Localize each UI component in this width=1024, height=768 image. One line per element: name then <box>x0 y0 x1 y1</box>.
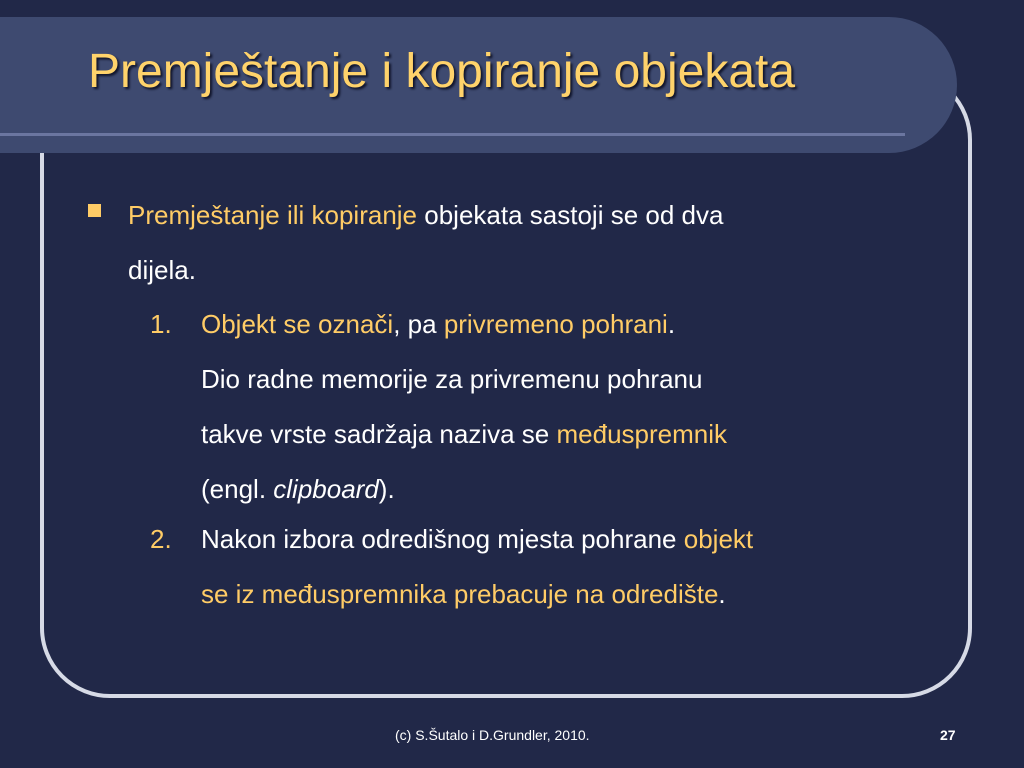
step-2-number: 2. <box>150 524 172 554</box>
title-underline <box>0 133 905 136</box>
step-1-number: 1. <box>150 309 172 339</box>
step-1-line4-italic: clipboard <box>273 474 379 504</box>
main-bullet-text <box>128 188 928 298</box>
step-2-text <box>201 512 931 622</box>
step-1-accent2: privremeno pohrani <box>443 309 668 339</box>
bullet-text-line1: objekata sastoji se od dva <box>417 200 724 230</box>
step-1-line4-post: ). <box>378 474 395 504</box>
step-2-line1-accent: objekt <box>683 524 754 554</box>
step-1-line3-accent: međuspremnik <box>556 419 728 449</box>
step-2-line2-post: . <box>718 579 726 609</box>
bullet-accent-text: Premještanje ili kopiranje <box>128 200 418 230</box>
slide-title: Premještanje i kopiranje objekata <box>88 45 796 98</box>
step-1-line4-pre: (engl. <box>201 474 274 504</box>
step-2-line1-text: Nakon izbora odredišnog mjesta pohrane <box>201 524 684 554</box>
step-1-line3-text: takve vrste sadržaja naziva se <box>201 419 557 449</box>
step-1-text2: . <box>667 309 676 339</box>
step-1-text <box>201 297 931 517</box>
step-2-line2-accent: se iz međuspremnika prebacuje na odredište <box>201 579 719 609</box>
step-1-text1: , pa <box>393 309 444 339</box>
footer-copyright: (c) S.Šutalo i D.Grundler, 2010. <box>395 727 590 743</box>
step-1-line2: Dio radne memorije za privremenu pohranu <box>201 364 703 394</box>
square-bullet-icon <box>88 204 101 217</box>
page-number: 27 <box>940 727 956 743</box>
step-1-accent1: Objekt se označi <box>201 309 394 339</box>
bullet-text-line2: dijela. <box>128 255 196 285</box>
